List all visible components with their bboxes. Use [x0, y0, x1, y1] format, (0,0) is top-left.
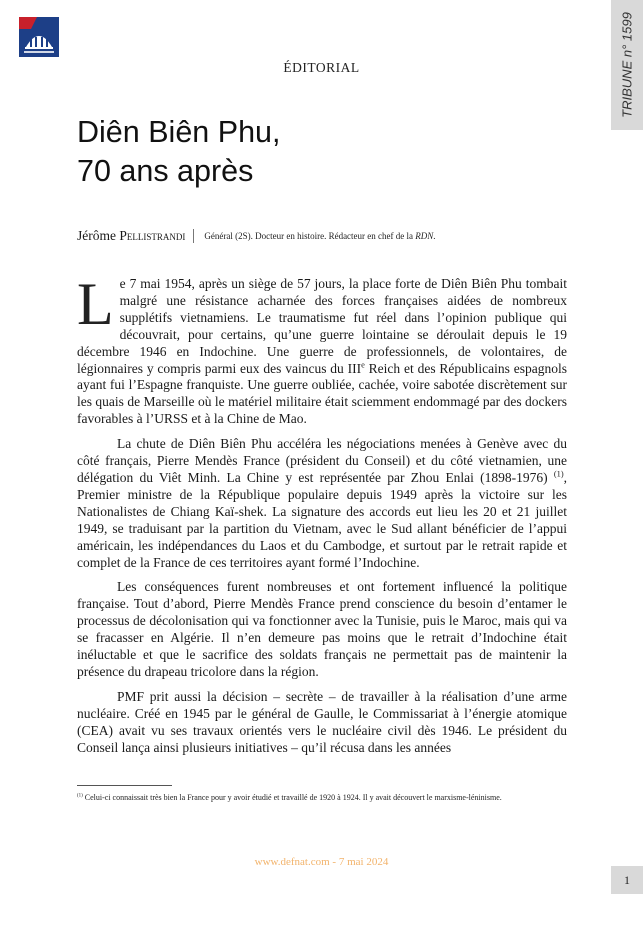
- article-title: [77, 113, 280, 191]
- footnote-reference[interactable]: (1): [553, 469, 564, 479]
- section-label: ÉDITORIAL: [283, 60, 360, 75]
- side-tab-label: TRIBUNE n° 1599: [619, 12, 635, 118]
- author-description-end: .: [433, 231, 436, 241]
- footnote: [77, 792, 567, 803]
- paragraph-1-text-a: e 7 mai 1954, après un siège de 57 jours, la place forte de Diên Biên Phu tombait malgré une résistance acharnée des forces françaises aidées de nombreux supplétifs vietnamiens. Le traumatisme fut réel dans l’opinion publique qui découvrait, pour certains, qu’une guerre lointaine se déroulait depuis le 19 décembre 1946 en Indochine. Une guerre de professionnels, de volontaires, de légionnaires y compris parmi eux des vaincus du III: [77, 276, 567, 376]
- page-number: 1: [611, 866, 643, 894]
- author-name: [77, 228, 185, 244]
- footnote-text: Celui-ci connaissait très bien la France pour y avoir étudié et travaillé de 1920 à 1924. Il y avait découvert le marxisme-léninisme.: [84, 793, 502, 802]
- article-body: [77, 271, 567, 764]
- byline: [77, 228, 436, 244]
- paragraph-1: [77, 271, 567, 428]
- paragraph-3: Les conséquences furent nombreuses et ont fortement influencé la politique française. Tout d’abord, Pierre Mendès France prend conscience du besoin d’entamer le processus de décolonisation qui va fonctionner avec la Tunisie, puis le Maroc, mais qui va se fracasser en Algérie. Il n’en demeure pas moins que le retrait d’Indochine était inéluctable et que le sacrifice des soldats français ne permettait pas de maintenir la présence du drapeau tricolore dans la région.: [77, 579, 567, 679]
- title-line-2: 70 ans après: [77, 154, 254, 188]
- drop-cap: L: [77, 271, 114, 337]
- paragraph-2-text-a: La chute de Diên Biên Phu accéléra les négociations menées à Genève avec du côté français, Pierre Mendès France (président du Conseil) et du côté vietnamien, une délégation du Viêt Minh. La Chine y est représentée par Zhou Enlai (1898-1976): [77, 436, 567, 485]
- byline-divider: [193, 229, 194, 243]
- footnote-divider: [77, 785, 172, 786]
- paragraph-1-text-b: Reich et des Républicains espagnols ayant fui l’Espagne franquiste. Une guerre oubliée, cachée, voire sabotée discrètement sur les quais de Marseille où le matériel militaire était sciemment endommagé par des dockers favorables à l’URSS et à la Chine de Mao.: [77, 360, 567, 427]
- rdn-logo-icon: [19, 17, 59, 57]
- author-description: [204, 231, 435, 241]
- superscript-e: e: [361, 360, 365, 370]
- paragraph-4: PMF prit aussi la décision – secrète – de travailler à la réalisation d’une arme nucléaire. Créé en 1945 par le général de Gaulle, le Commissariat à l’énergie atomique (CEA) avait vu ses travaux orientés vers le nucléaire civil dès 1946. Le président du Conseil lança ainsi plusieurs initiatives – qu’il récusa dans les années: [77, 688, 567, 755]
- footnote-marker: (1): [77, 793, 83, 799]
- author-description-rdn: RDN: [415, 231, 434, 241]
- author-last-name: Pellistrandi: [119, 228, 186, 243]
- author-first-name: Jérôme: [77, 228, 116, 243]
- author-description-text: Général (2S). Docteur en histoire. Rédacteur en chef de la: [204, 231, 414, 241]
- footer-url[interactable]: www.defnat.com - 7 mai 2024: [254, 856, 389, 868]
- paragraph-2-text-b: , Premier ministre de la République populaire depuis 1949 après la victoire sur les Nationalistes de Chiang Kaï-shek. La signature des accords eut lieu les 20 et 21 juillet 1949, se traduisant par la partition du Vietnam, avec le Sud allant bénéficier de l’appui américain, les indépendances du Laos et du Cambodge, et surtout par le retrait rapide et complet de la France de ces territoires ayant formé l’Indochine.: [77, 469, 567, 570]
- title-line-1: Diên Biên Phu,: [77, 115, 281, 149]
- paragraph-2: [77, 436, 567, 571]
